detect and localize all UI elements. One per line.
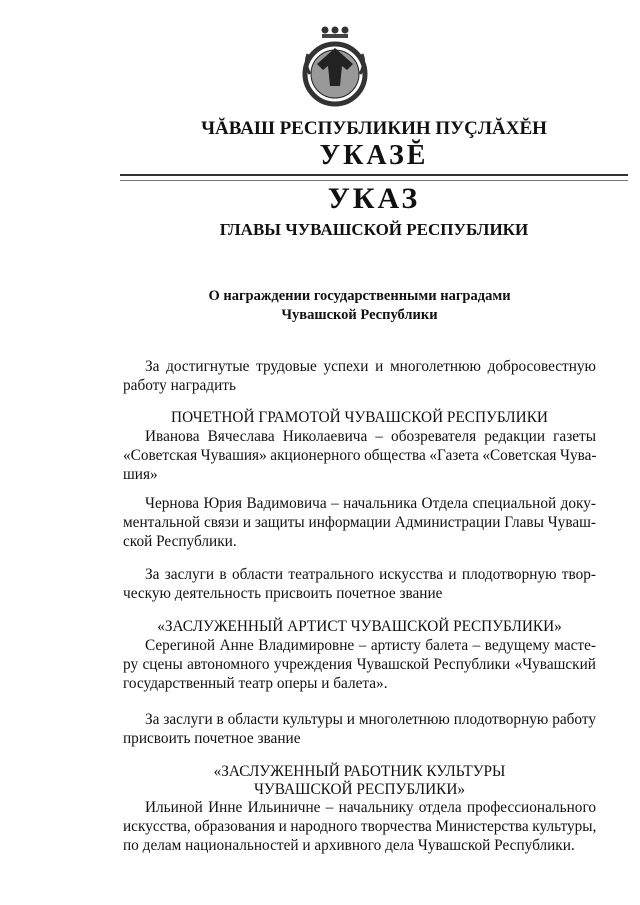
chuvash-title: УКАЗĔ [319,140,429,171]
paragraph-line: За достигнутые трудовые успехи и многолетнюю добросовестную [145,358,596,375]
paragraph-line: ментальной связи и защиты информации Администрации Главы Чуваш- [123,514,596,531]
award-title: ЧУВАШСКОЙ РЕСПУБЛИКИ» [253,781,466,798]
paragraph-line: искусства, образования и народного творчества Министерства культуры, [123,818,597,835]
subject-line: Чувашской Республики [281,307,438,323]
paragraph-line: «Советская Чувашия» акционерного общества «Газета «Советская Чува- [123,447,597,464]
paragraph-line: государственный театр оперы и балета». [123,675,388,692]
paragraph-line: ческую деятельность присвоить почетное звание [123,585,443,602]
chuvash-emblem-icon [302,24,368,108]
award-title: ПОЧЕТНОЙ ГРАМОТОЙ ЧУВАШСКОЙ РЕСПУБЛИКИ [171,409,548,426]
paragraph-line: За заслуги в области культуры и многолетнюю плодотворную работу [145,711,596,728]
paragraph-line: работу наградить [123,377,236,394]
paragraph-line: Серегиной Анне Владимировне – артисту балета – ведущему масте- [145,637,596,654]
chuvash-header-line: ЧĂВАШ РЕСПУБЛИКИН ПУÇЛĂХĔН [201,118,547,139]
paragraph-line: шия» [123,466,158,483]
subject-line: О награждении государственными наградами [208,288,511,304]
award-title: «ЗАСЛУЖЕННЫЙ РАБОТНИК КУЛЬТУРЫ [213,763,506,780]
paragraph-line: Иванова Вячеслава Николаевича – обозревателя редакции газеты [145,428,596,445]
paragraph-line: Чернова Юрия Вадимовича – начальника Отдела специальной доку- [145,495,596,512]
paragraph-line: по делам национальностей и архивного дела Чувашской Республики. [123,837,575,854]
paragraph-line: Ильиной Инне Ильиничне – начальнику отдела профессионального [145,799,596,816]
award-title: «ЗАСЛУЖЕННЫЙ АРТИСТ ЧУВАШСКОЙ РЕСПУБЛИКИ» [157,618,562,635]
paragraph-line: ру сцены автономного учреждения Чувашской Республики «Чувашский [123,656,596,673]
document-subtitle: ГЛАВЫ ЧУВАШСКОЙ РЕСПУБЛИКИ [219,220,529,239]
paragraph-line: присвоить почетное звание [123,730,301,747]
paragraph-line: За заслуги в области театрального искусства и плодотворную твор- [145,566,596,583]
paragraph-line: ской Республики. [123,533,237,550]
document-title: УКАЗ [327,182,421,215]
header-divider [120,174,628,181]
